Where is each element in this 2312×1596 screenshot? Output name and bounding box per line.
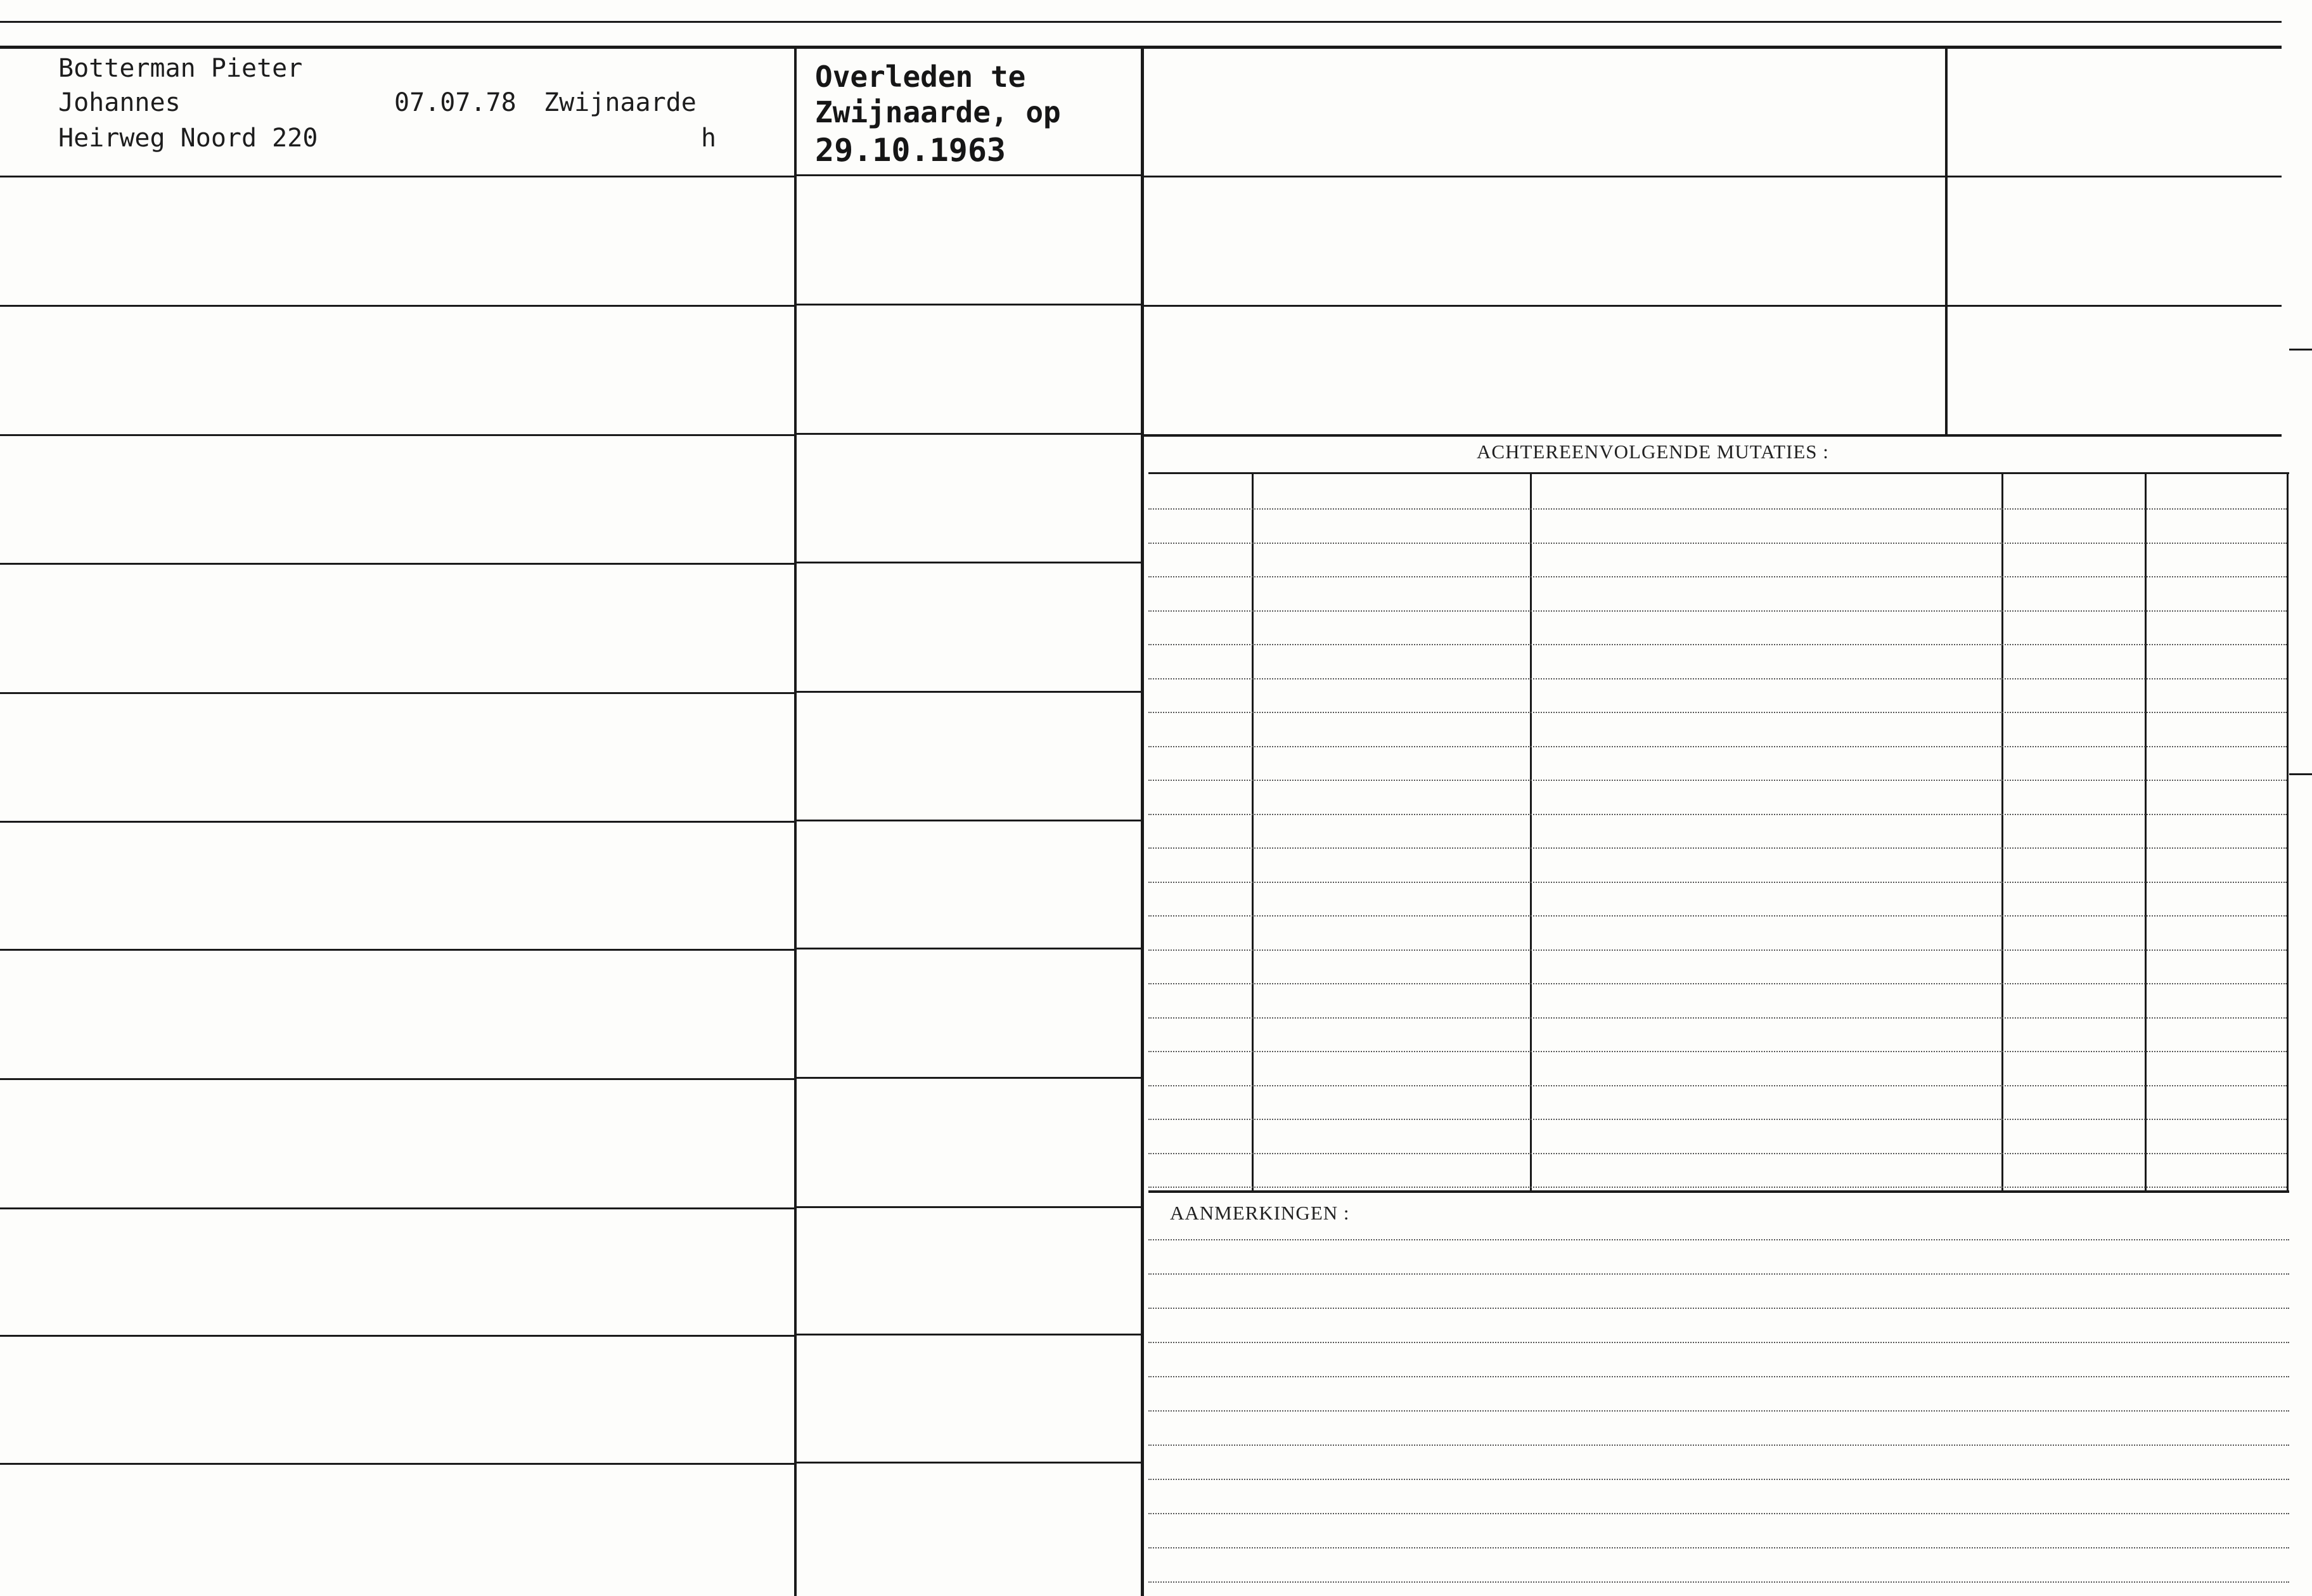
row-line-left	[0, 821, 794, 823]
row-line-left	[0, 692, 794, 694]
mutations-row-line	[1148, 543, 2287, 544]
mutations-row-line	[1148, 610, 2287, 612]
row-line-left	[0, 176, 794, 177]
mutations-row-line	[1148, 678, 2287, 679]
remarks-line	[1148, 1273, 2289, 1275]
death-note-line3: 29.10.1963	[815, 132, 1006, 169]
mutations-column-divider	[1530, 474, 1532, 1192]
row-line-left	[0, 949, 794, 951]
edge-tick-lower	[2289, 773, 2312, 775]
remarks-line	[1148, 1239, 2289, 1240]
row-line-middle	[797, 304, 1141, 306]
mutations-table-bottom	[1148, 1190, 2289, 1193]
mutations-row-line	[1148, 1187, 2287, 1188]
row-line-left	[0, 563, 794, 565]
mutations-section-rule	[1144, 434, 2282, 437]
mutations-row-line	[1148, 1153, 2287, 1154]
row-line-right	[1144, 305, 2282, 307]
remarks-line	[1148, 1445, 2289, 1446]
row-line-middle	[797, 174, 1141, 176]
mutations-row-line	[1148, 1051, 2287, 1052]
row-line-right	[1144, 176, 2282, 177]
death-note-line2: Zwijnaarde, op	[815, 95, 1061, 129]
entry-address: Heirweg Noord 220	[58, 124, 318, 153]
remarks-line	[1148, 1479, 2289, 1480]
remarks-line	[1148, 1376, 2289, 1377]
mutations-row-line	[1148, 508, 2287, 510]
mutations-row-line	[1148, 746, 2287, 747]
entry-birth-date: 07.07.78	[394, 88, 517, 117]
row-line-middle	[797, 820, 1141, 821]
row-line-left	[0, 1463, 794, 1465]
remarks-line	[1148, 1308, 2289, 1309]
mutations-row-line	[1148, 847, 2287, 849]
row-line-left	[0, 1078, 794, 1080]
remarks-line	[1148, 1547, 2289, 1548]
mutations-row-line	[1148, 1119, 2287, 1120]
mutations-column-divider	[2287, 474, 2289, 1192]
row-line-middle	[797, 1206, 1141, 1208]
column-divider-right	[1945, 48, 1948, 434]
mutations-row-line	[1148, 644, 2287, 645]
mutations-column-divider	[2001, 474, 2003, 1192]
mutations-row-line	[1148, 576, 2287, 577]
remarks-header: AANMERKINGEN :	[1170, 1202, 1350, 1224]
row-line-middle	[797, 948, 1141, 949]
column-divider-left	[794, 48, 797, 1596]
mutations-column-divider	[1252, 474, 1254, 1192]
mutations-table-top	[1148, 472, 2289, 474]
row-line-middle	[797, 1462, 1141, 1464]
mutations-row-line	[1148, 712, 2287, 713]
mutations-row-line	[1148, 915, 2287, 917]
mutations-row-line	[1148, 1085, 2287, 1086]
remarks-line	[1148, 1581, 2289, 1583]
remarks-line	[1148, 1342, 2289, 1343]
mutations-row-line	[1148, 882, 2287, 883]
mutations-row-line	[1148, 949, 2287, 951]
row-line-left	[0, 434, 794, 436]
row-line-middle	[797, 1334, 1141, 1335]
entry-birth-place: Zwijnaarde	[544, 88, 697, 117]
mutations-column-divider	[2145, 474, 2147, 1192]
mutations-row-line	[1148, 780, 2287, 781]
entry-sex-mark: h	[701, 124, 717, 153]
mutations-header: ACHTEREENVOLGENDE MUTATIES :	[1477, 441, 1829, 463]
row-line-left	[0, 1207, 794, 1209]
edge-tick-upper	[2289, 349, 2312, 351]
remarks-line	[1148, 1410, 2289, 1412]
mutations-row-line	[1148, 814, 2287, 815]
top-border	[0, 21, 2282, 23]
remarks-line	[1148, 1513, 2289, 1514]
row-line-left	[0, 1335, 794, 1337]
entry-name-line2: Johannes	[58, 88, 181, 117]
row-line-left	[0, 305, 794, 307]
row-line-middle	[797, 1077, 1141, 1079]
death-note-line1: Overleden te	[815, 60, 1026, 94]
entry-name-line1: Botterman Pieter	[58, 54, 303, 83]
row-line-middle	[797, 433, 1141, 435]
mutations-row-line	[1148, 983, 2287, 984]
column-divider-middle	[1141, 48, 1144, 1596]
row-line-middle	[797, 691, 1141, 693]
mutations-row-line	[1148, 1017, 2287, 1019]
row-line-middle	[797, 562, 1141, 563]
